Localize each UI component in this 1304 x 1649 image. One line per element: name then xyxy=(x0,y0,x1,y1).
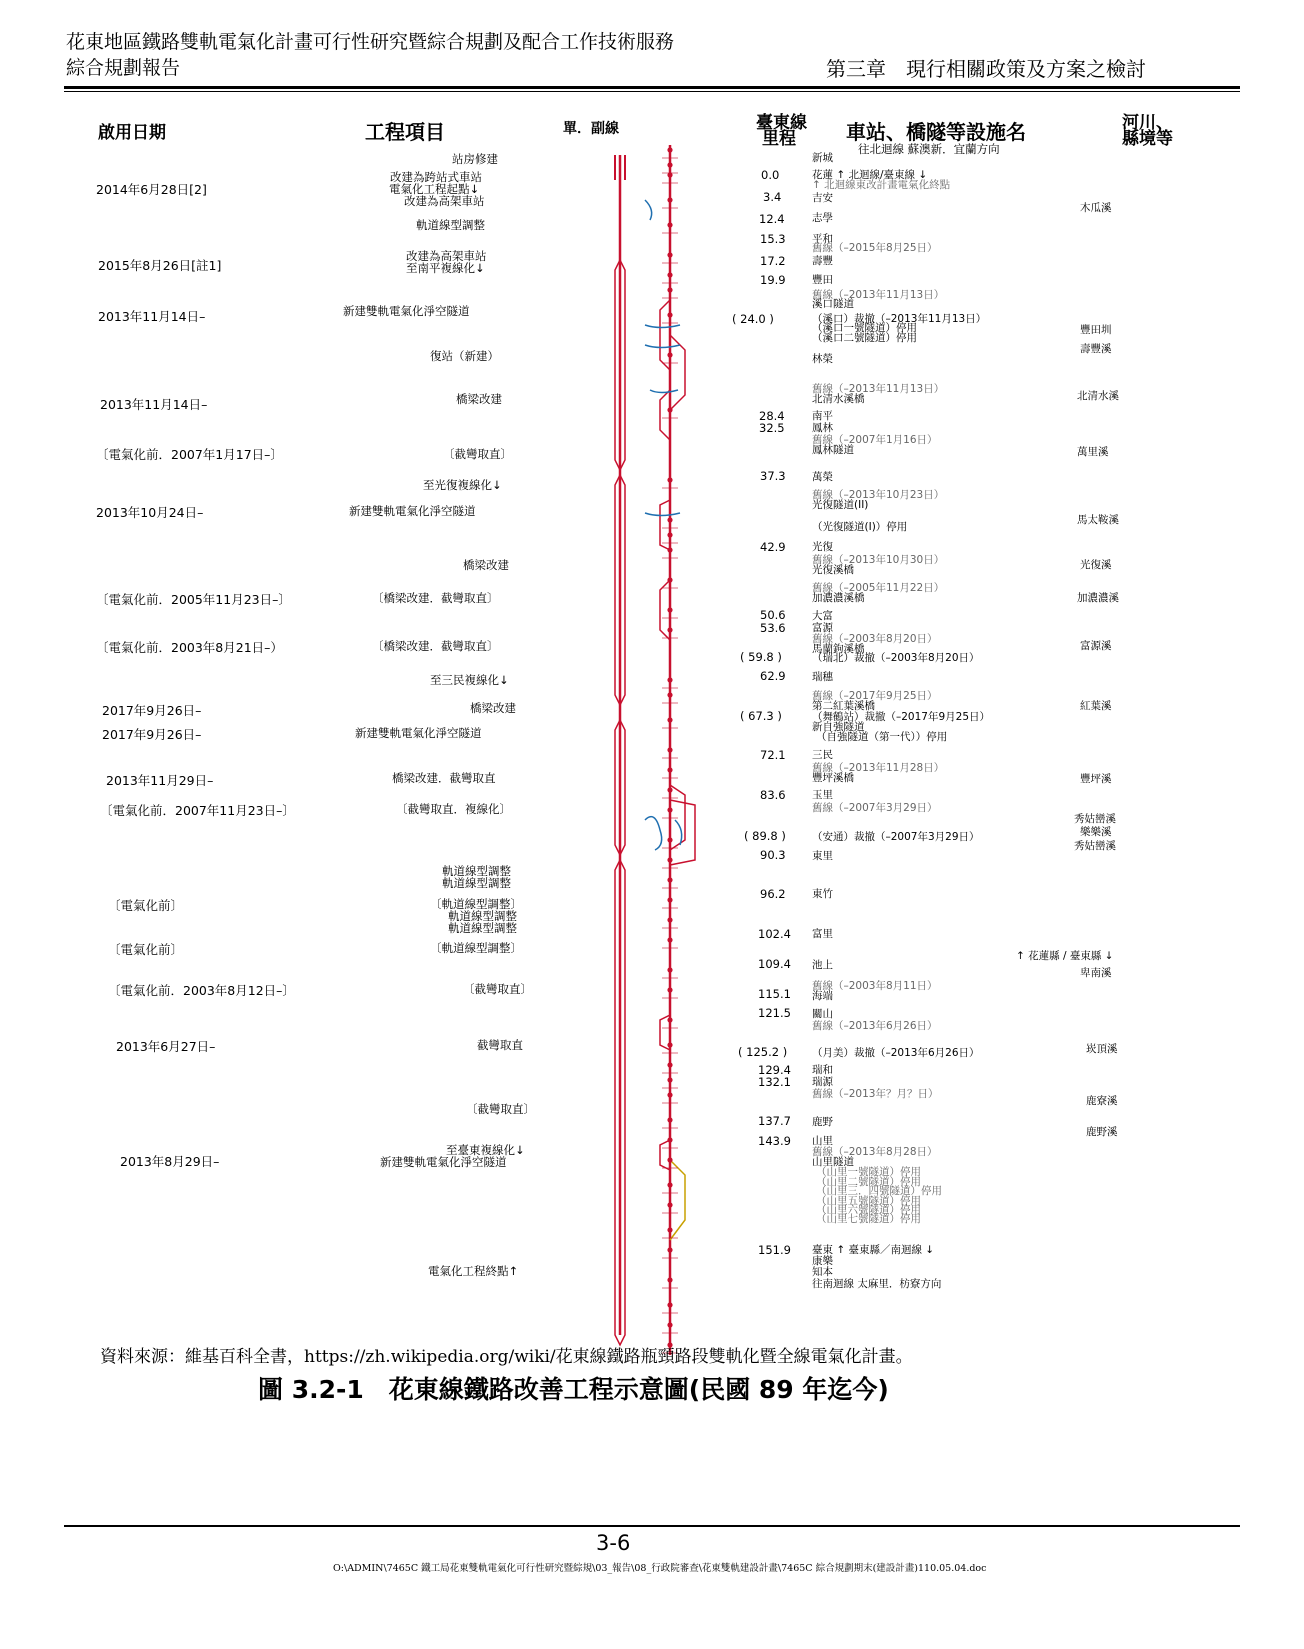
facility-label: 志學 xyxy=(812,212,833,224)
mileage-value: 15.3 xyxy=(760,232,786,246)
station-dot xyxy=(667,1277,672,1282)
facility-label: （山里六號隧道）停用 xyxy=(816,1204,921,1216)
station-dot xyxy=(667,917,672,922)
station-dot xyxy=(667,1182,672,1187)
station-dot xyxy=(667,627,672,632)
facility-label: 瑞和 xyxy=(812,1064,833,1076)
station-dot xyxy=(667,312,672,317)
station-dot xyxy=(667,222,672,227)
station-dot xyxy=(667,1062,672,1067)
enable-date: 〔電氣化前．2007年1月17日–〕 xyxy=(96,447,283,462)
col-river-2: 縣境等 xyxy=(1122,129,1173,149)
facility-label: 海端 xyxy=(812,990,833,1002)
facility-label: 溪口隧道 xyxy=(812,298,854,310)
station-dot xyxy=(667,147,672,152)
station-dot xyxy=(667,197,672,202)
facility-label: 光復隧道(II) xyxy=(812,499,869,511)
facility-label: 吉安 xyxy=(812,192,833,204)
facility-label: （山里二號隧道）停用 xyxy=(816,1176,921,1188)
facility-label: 瑞穗 xyxy=(812,671,833,683)
facility-label: 舊線（–2007年3月29日） xyxy=(812,802,938,814)
river-label: 鹿寮溪 xyxy=(1086,1095,1118,1107)
facility-label: （安通）裁撤（–2007年3月29日） xyxy=(812,831,980,843)
col-project: 工程項目 xyxy=(365,120,445,144)
facility-label: 舊線（–2013年8月28日） xyxy=(812,1146,938,1158)
station-dot xyxy=(667,252,672,257)
facility-label: 富里 xyxy=(812,928,833,940)
facility-label: 富源 xyxy=(812,622,833,634)
facility-label: 知本 xyxy=(812,1266,833,1278)
station-dot xyxy=(667,677,672,682)
mileage-value: 151.9 xyxy=(758,1243,791,1257)
station-dot xyxy=(667,1157,672,1162)
station-dot xyxy=(667,807,672,812)
facility-label: ↑ 北迴線東改計畫電氣化終點 xyxy=(812,179,951,191)
facility-label: 加濃濃溪橋 xyxy=(812,592,865,604)
report-subtitle: 綜合規劃報告 xyxy=(66,57,181,79)
facility-label: 豐坪溪橋 xyxy=(812,772,854,784)
project-item: 復站（新建） xyxy=(430,349,499,363)
facility-label: 第二紅葉溪橋 xyxy=(812,700,875,712)
mileage-value: 32.5 xyxy=(759,421,785,435)
project-item: 〔橋梁改建．截彎取直〕 xyxy=(372,639,499,653)
mileage-value: ( 24.0 ) xyxy=(732,312,774,326)
facility-label: 花蓮 ↑ 北迴線/臺東線 ↓ xyxy=(812,169,928,181)
file-path: O:\ADMIN\7465C 鐵工局花東雙軌電氣化可行性研究暨綜規\03_報告\08_行政院審查\花東雙軌建設計畫\7465C 綜合規劃期末(建設計畫)110.05.04.doc xyxy=(333,1563,987,1574)
enable-date: 〔電氣化前．2007年11月23日–〕 xyxy=(100,803,295,818)
mileage-value: 42.9 xyxy=(760,540,786,554)
facility-label: （自強隧道（第一代））停用 xyxy=(816,731,948,743)
station-dot xyxy=(667,747,672,752)
project-item: 改建為跨站式車站 xyxy=(390,170,482,184)
project-item: 橋梁改建 xyxy=(470,701,516,715)
facility-label: 新自強隧道 xyxy=(812,721,865,733)
facility-label: 舊線（–2013年11月13日） xyxy=(812,289,945,301)
station-dot xyxy=(667,1137,672,1142)
main-line xyxy=(660,145,695,1355)
chapter-title: 第三章 現行相關政策及方案之檢討 xyxy=(826,57,1146,81)
facility-label: 舊線（–2015年8月25日） xyxy=(812,242,938,254)
enable-date: 〔電氣化前．2003年8月21日–） xyxy=(96,640,283,655)
project-item: 軌道線型調整 xyxy=(442,876,511,890)
station-dot xyxy=(667,1077,672,1082)
river-label: 卑南溪 xyxy=(1080,967,1112,979)
project-item: 〔橋梁改建．截彎取直〕 xyxy=(372,591,499,605)
station-dot xyxy=(667,1227,672,1232)
station-dot xyxy=(667,837,672,842)
mileage-value: 109.4 xyxy=(758,957,791,971)
mileage-value: 53.6 xyxy=(760,621,786,635)
enable-date: 〔電氣化前．2003年8月12日–〕 xyxy=(108,983,295,998)
mileage-value: 50.6 xyxy=(760,608,786,622)
facility-label: 鳳林 xyxy=(812,422,833,434)
river-label: 木瓜溪 xyxy=(1080,202,1112,214)
facility-label: 光復溪橋 xyxy=(812,564,854,576)
project-item: 電氣化工程起點↓ xyxy=(389,182,480,196)
mileage-value: ( 67.3 ) xyxy=(740,709,782,723)
facility-label: 關山 xyxy=(812,1008,833,1020)
enable-date: 2015年8月26日[註1] xyxy=(98,258,222,273)
facility-label: 東里 xyxy=(812,850,833,862)
mileage-value: 28.4 xyxy=(759,409,785,423)
mileage-value: 129.4 xyxy=(758,1063,791,1077)
facility-label: 南平 xyxy=(812,410,833,422)
facility-label: 山里隧道 xyxy=(812,1156,854,1168)
facility-label: 池上 xyxy=(812,959,833,971)
station-dot xyxy=(667,577,672,582)
facility-label: 新城 xyxy=(812,152,833,164)
river-crossings xyxy=(645,200,682,850)
mileage-value: 37.3 xyxy=(760,469,786,483)
facility-label: （溪口一號隧道）停用 xyxy=(812,322,917,334)
station-dot xyxy=(667,1302,672,1307)
direction-north: 往北迴線 蘇澳新．宜蘭方向 xyxy=(858,142,1000,156)
station-dot xyxy=(667,1017,672,1022)
track-diagram xyxy=(590,140,740,1360)
facility-label: 舊線（–2005年11月22日） xyxy=(812,582,945,594)
mileage-value: 83.6 xyxy=(760,788,786,802)
project-item: 截彎取直 xyxy=(477,1038,523,1052)
river-label: 豐田圳 xyxy=(1080,324,1112,336)
project-item: 〔軌道線型調整〕 xyxy=(430,897,522,911)
project-item: 〔截彎取直〕 xyxy=(466,1102,535,1116)
project-item: 新建雙軌電氣化淨空隧道 xyxy=(343,304,470,318)
project-item: 〔軌道線型調整〕 xyxy=(430,941,522,955)
station-dot xyxy=(667,767,672,772)
station-dot xyxy=(667,607,672,612)
station-dot xyxy=(667,547,672,552)
station-dot xyxy=(667,407,672,412)
col-mileage-2: 里程 xyxy=(762,129,796,149)
track-status-column xyxy=(612,155,628,1345)
col-mileage-1: 臺東線 xyxy=(756,113,807,133)
enable-date: 2013年8月29日– xyxy=(120,1154,220,1169)
facility-label: 大富 xyxy=(812,610,833,622)
project-item: 〔截彎取直〕 xyxy=(463,982,532,996)
facility-label: 馬蘭鉤溪橋 xyxy=(812,643,865,655)
project-item: 新建雙軌電氣化淨空隧道 xyxy=(380,1155,507,1169)
station-dot xyxy=(667,162,672,167)
facility-label: 舊線（–2003年8月11日） xyxy=(812,980,938,992)
facility-label: （舞鶴站）裁撤（–2017年9月25日） xyxy=(812,711,991,723)
station-dot xyxy=(667,1322,672,1327)
facility-label: （山里三．四號隧道）停用 xyxy=(816,1185,942,1197)
project-item: 〔截彎取直．複線化〕 xyxy=(396,802,511,816)
project-item: 軌道線型調整 xyxy=(442,864,511,878)
mileage-value: 19.9 xyxy=(760,273,786,287)
station-dot xyxy=(667,937,672,942)
enable-date: 2013年11月14日– xyxy=(100,397,208,412)
facility-label: 玉里 xyxy=(812,789,833,801)
station-dot xyxy=(667,1042,672,1047)
project-item: 橋梁改建．截彎取直 xyxy=(392,771,496,785)
enable-date: 2013年6月27日– xyxy=(116,1039,216,1054)
river-label: 萬里溪 xyxy=(1077,446,1109,458)
facility-label: 東竹 xyxy=(812,888,833,900)
figure-caption: 圖 3.2-1 花東線鐵路改善工程示意圖(民國 89 年迄今) xyxy=(258,1375,889,1404)
river-label: 秀姑巒溪 xyxy=(1074,840,1116,852)
project-item: 〔截彎取直〕 xyxy=(443,447,512,461)
enable-date: 2017年9月26日– xyxy=(102,727,202,742)
facility-label: 舊線（–2013年10月23日） xyxy=(812,489,945,501)
river-label: 富源溪 xyxy=(1080,640,1112,652)
river-label: 秀姑巒溪 xyxy=(1074,813,1116,825)
station-dot xyxy=(667,717,672,722)
facility-label: 北清水溪橋 xyxy=(812,393,865,405)
project-item: 至三民複線化↓ xyxy=(430,673,509,687)
mileage-value: 17.2 xyxy=(760,254,786,268)
facility-label: 舊線（–2013年11月13日） xyxy=(812,383,945,395)
river-label: 壽豐溪 xyxy=(1080,343,1112,355)
project-item: 至光復複線化↓ xyxy=(423,478,502,492)
river-label: 馬太鞍溪 xyxy=(1077,514,1119,526)
enable-date: 2013年11月29日– xyxy=(106,773,214,788)
mileage-value: ( 59.8 ) xyxy=(740,650,782,664)
river-label: ↑ 花蓮縣 / 臺東縣 ↓ xyxy=(1016,950,1114,962)
mileage-value: 102.4 xyxy=(758,927,791,941)
mileage-value: 137.7 xyxy=(758,1114,791,1128)
enable-date: 〔電氣化前．2005年11月23日–〕 xyxy=(96,592,291,607)
facility-label: 舊線（–2017年9月25日） xyxy=(812,690,938,702)
station-dot xyxy=(667,987,672,992)
facility-label: 舊線（–2013年10月30日） xyxy=(812,554,945,566)
facility-label: 三民 xyxy=(812,749,833,761)
station-dot xyxy=(667,352,672,357)
project-item: 至臺東複線化↓ xyxy=(446,1143,525,1157)
facility-label: 舊線（–2007年1月16日） xyxy=(812,434,938,446)
enable-date: 2013年11月14日– xyxy=(98,309,206,324)
facility-label: （山里五號隧道）停用 xyxy=(816,1195,921,1207)
enable-date: 〔電氣化前〕 xyxy=(108,942,184,957)
report-title: 花東地區鐵路雙軌電氣化計畫可行性研究暨綜合規劃及配合工作技術服務 xyxy=(66,31,675,53)
project-item: 橋梁改建 xyxy=(463,558,509,572)
project-item: 軌道線型調整 xyxy=(448,909,517,923)
project-item: 軌道線型調整 xyxy=(416,218,485,232)
station-dot xyxy=(667,1092,672,1097)
facility-label: 光復 xyxy=(812,541,833,553)
station-dot xyxy=(667,1247,672,1252)
river-label: 加濃濃溪 xyxy=(1077,592,1119,604)
river-label: 紅葉溪 xyxy=(1080,700,1112,712)
footer-rule xyxy=(64,1525,1240,1527)
river-label: 鹿野溪 xyxy=(1086,1126,1118,1138)
enable-date: 2017年9月26日– xyxy=(102,703,202,718)
mileage-value: 0.0 xyxy=(761,168,780,182)
project-item: 電氣化工程終點↑ xyxy=(428,1264,519,1278)
facility-label: （月美）裁撤（–2013年6月26日） xyxy=(812,1047,980,1059)
facility-label: 林榮 xyxy=(812,353,833,365)
enable-date: 2013年10月24日– xyxy=(96,505,204,520)
project-item: 站房修建 xyxy=(452,152,498,166)
facility-label: 臺東 ↑ 臺東縣／南迴線 ↓ xyxy=(812,1244,935,1256)
facility-label: （山里七號隧道）停用 xyxy=(816,1213,921,1225)
header-rule-thin xyxy=(64,91,1240,92)
facility-label: 舊線（–2013年11月28日） xyxy=(812,762,945,774)
facility-label: 平和 xyxy=(812,233,833,245)
facility-label: 山里 xyxy=(812,1135,833,1147)
station-dot xyxy=(667,517,672,522)
station-dot xyxy=(667,477,672,482)
col-date: 啟用日期 xyxy=(98,123,166,143)
page-number: 3-6 xyxy=(596,1531,631,1555)
mileage-value: 115.1 xyxy=(758,987,791,1001)
facility-label: （溪口）裁撤（–2013年11月13日） xyxy=(812,313,987,325)
source-note: 資料來源：維基百科全書，https://zh.wikipedia.org/wiki/花東線鐵路瓶頸路段雙軌化暨全線電氣化計畫。 xyxy=(100,1347,913,1367)
river-label: 樂樂溪 xyxy=(1080,826,1112,838)
facility-label: 鳳林隧道 xyxy=(812,444,854,456)
facility-label: （溪口二號隧道）停用 xyxy=(812,332,917,344)
project-item: 新建雙軌電氣化淨空隧道 xyxy=(349,504,476,518)
project-item: 改建為高架車站 xyxy=(406,249,487,263)
col-facility: 車站、橋隧等設施名 xyxy=(846,120,1026,144)
facility-label: 康樂 xyxy=(812,1255,833,1267)
facility-label: （瑞北）裁撤（–2003年8月20日） xyxy=(812,652,980,664)
project-item: 橋梁改建 xyxy=(456,392,502,406)
mileage-value: 121.5 xyxy=(758,1006,791,1020)
mileage-value: 3.4 xyxy=(763,190,782,204)
station-dot xyxy=(667,172,672,177)
mileage-value: 96.2 xyxy=(760,887,786,901)
project-item: 軌道線型調整 xyxy=(448,921,517,935)
facility-label: （光復隧道(I)）停用 xyxy=(812,521,908,533)
project-item: 新建雙軌電氣化淨空隧道 xyxy=(355,726,482,740)
station-dot xyxy=(667,532,672,537)
project-item: 至南平複線化↓ xyxy=(406,261,485,275)
facility-label: 舊線（–2013年？月？日） xyxy=(812,1088,939,1100)
mileage-value: 90.3 xyxy=(760,848,786,862)
facility-label: 壽豐 xyxy=(812,255,833,267)
mileage-value: ( 89.8 ) xyxy=(744,829,786,843)
station-dot xyxy=(667,1202,672,1207)
facility-label: 往南迴線 太麻里．枋寮方向 xyxy=(812,1278,942,1290)
station-dot xyxy=(667,787,672,792)
river-label: 崁頂溪 xyxy=(1086,1043,1118,1055)
station-dot xyxy=(667,897,672,902)
mileage-value: 143.9 xyxy=(758,1134,791,1148)
col-river-1: 河川、 xyxy=(1122,113,1173,133)
station-dot xyxy=(667,287,672,292)
river-label: 北清水溪 xyxy=(1077,390,1119,402)
mileage-value: ( 125.2 ) xyxy=(738,1045,788,1059)
river-label: 光復溪 xyxy=(1080,559,1112,571)
facility-label: 萬榮 xyxy=(812,471,833,483)
header-rule xyxy=(64,86,1240,89)
facility-label: 舊線（–2013年6月26日） xyxy=(812,1020,938,1032)
station-dot xyxy=(667,272,672,277)
project-item: 改建為高架車站 xyxy=(404,194,485,208)
mileage-value: 72.1 xyxy=(760,748,786,762)
col-track: 單．副線 xyxy=(563,121,619,137)
mileage-value: 62.9 xyxy=(760,669,786,683)
facility-label: （山里一號隧道）停用 xyxy=(816,1166,921,1178)
facility-label: 瑞源 xyxy=(812,1076,833,1088)
facility-label: 舊線（–2003年8月20日） xyxy=(812,633,938,645)
station-dot xyxy=(667,877,672,882)
station-dot xyxy=(667,967,672,972)
facility-label: 鹿野 xyxy=(812,1116,833,1128)
facility-label: 豐田 xyxy=(812,274,833,286)
station-dot xyxy=(667,857,672,862)
station-dot xyxy=(667,692,672,697)
station-dot xyxy=(667,1117,672,1122)
enable-date: 2014年6月28日[2] xyxy=(96,182,207,197)
enable-date: 〔電氣化前〕 xyxy=(108,898,184,913)
mileage-value: 12.4 xyxy=(759,212,785,226)
river-label: 豐坪溪 xyxy=(1080,773,1112,785)
mileage-value: 132.1 xyxy=(758,1075,791,1089)
